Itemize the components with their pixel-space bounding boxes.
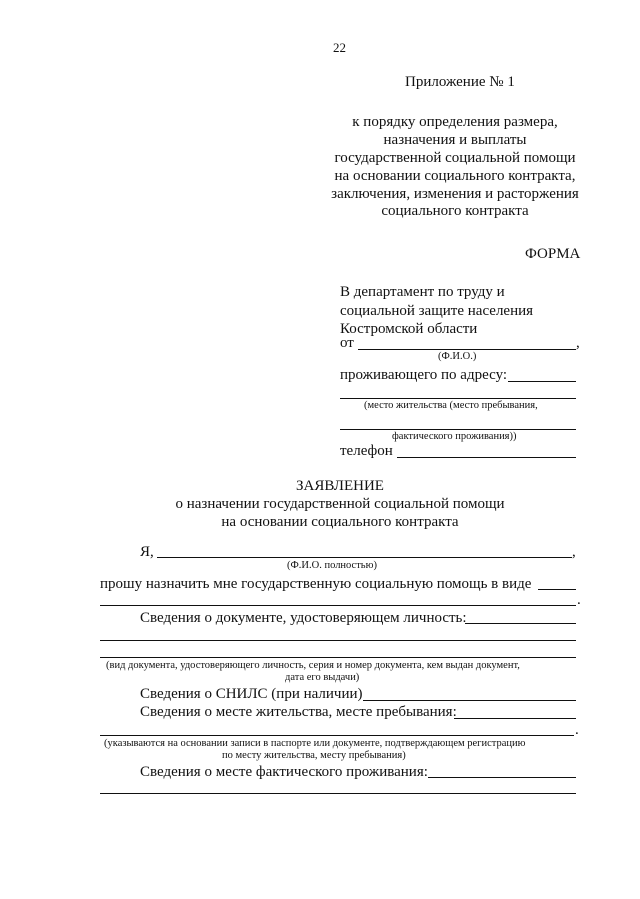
address-field-line-2[interactable] (340, 398, 576, 399)
from-comma: , (576, 335, 580, 351)
snils-field[interactable] (363, 700, 576, 701)
appendix-line-2: назначения и выплаты (383, 132, 527, 148)
residence-period: . (575, 722, 579, 738)
residence-hint-1: (указываются на основании записи в паспорте или документе, подтверждающем регистрацию (104, 738, 526, 749)
id-doc-field-line-3[interactable] (100, 657, 576, 658)
appendix-line-3: государственной социальной помощи (334, 150, 576, 166)
form-label: ФОРМА (525, 246, 581, 262)
actual-residence-label: Сведения о месте фактического проживания: (140, 764, 428, 780)
residence-field-inline[interactable] (454, 718, 576, 719)
addressee-line-2: социальной защите населения (340, 303, 534, 319)
appendix-line-5: заключения, изменения и расторжения (331, 186, 579, 202)
appendix-line-4: на основании социального контракта, (334, 168, 576, 184)
statement-subtitle-2: на основании социального контракта (221, 514, 459, 530)
fio-hint: (Ф.И.О.) (438, 351, 477, 362)
address-field-line-3[interactable] (340, 429, 576, 430)
applicant-comma: , (572, 544, 576, 560)
appendix-line-6: социального контракта (381, 203, 529, 219)
id-doc-hint-2: дата его выдачи) (285, 672, 360, 683)
residence-hint: (место жительства (место пребывания, (364, 400, 538, 411)
addressee-line-3: Костромской области (340, 321, 478, 337)
address-label: проживающего по адресу: (340, 367, 508, 383)
statement-subtitle-1: о назначении государственной социальной помощи (175, 496, 505, 512)
i-label: Я, (140, 544, 154, 560)
appendix-title: Приложение № 1 (405, 74, 515, 90)
snils-label: Сведения о СНИЛС (при наличии) (140, 686, 363, 702)
id-doc-hint-1: (вид документа, удостоверяющего личность, серия и номер документа, кем выдан документ, (106, 660, 520, 671)
residence-hint-2: по месту жительства, месту пребывания) (222, 750, 406, 761)
appendix-line-1: к порядку определения размера, (352, 114, 558, 130)
aid-type-field-inline[interactable] (538, 589, 576, 590)
id-doc-field-line-2[interactable] (100, 640, 576, 641)
phone-label: телефон (340, 443, 393, 459)
phone-field[interactable] (397, 457, 576, 458)
statement-title: ЗАЯВЛЕНИЕ (296, 478, 384, 494)
aid-type-field-line-2[interactable] (100, 605, 576, 606)
actual-residence-field-line-2[interactable] (100, 793, 576, 794)
from-label: от (340, 335, 354, 351)
id-doc-field-inline[interactable] (465, 623, 576, 624)
fio-full-hint: (Ф.И.О. полностью) (287, 560, 377, 571)
residence-label: Сведения о месте жительства, месте пребывания: (140, 704, 457, 720)
from-fio-field[interactable] (358, 349, 576, 350)
address-field-inline[interactable] (508, 381, 576, 382)
addressee-line-1: В департамент по труду и (340, 284, 505, 300)
page-number: 22 (333, 40, 346, 55)
id-doc-label: Сведения о документе, удостоверяющем личность: (140, 610, 467, 626)
actual-residence-hint: фактического проживания)) (392, 431, 517, 442)
actual-residence-field-inline[interactable] (428, 777, 576, 778)
request-period: . (577, 592, 581, 608)
residence-field-line-2[interactable] (100, 735, 574, 736)
applicant-fio-field[interactable] (157, 557, 572, 558)
request-text: прошу назначить мне государственную социальную помощь в виде (100, 576, 532, 592)
